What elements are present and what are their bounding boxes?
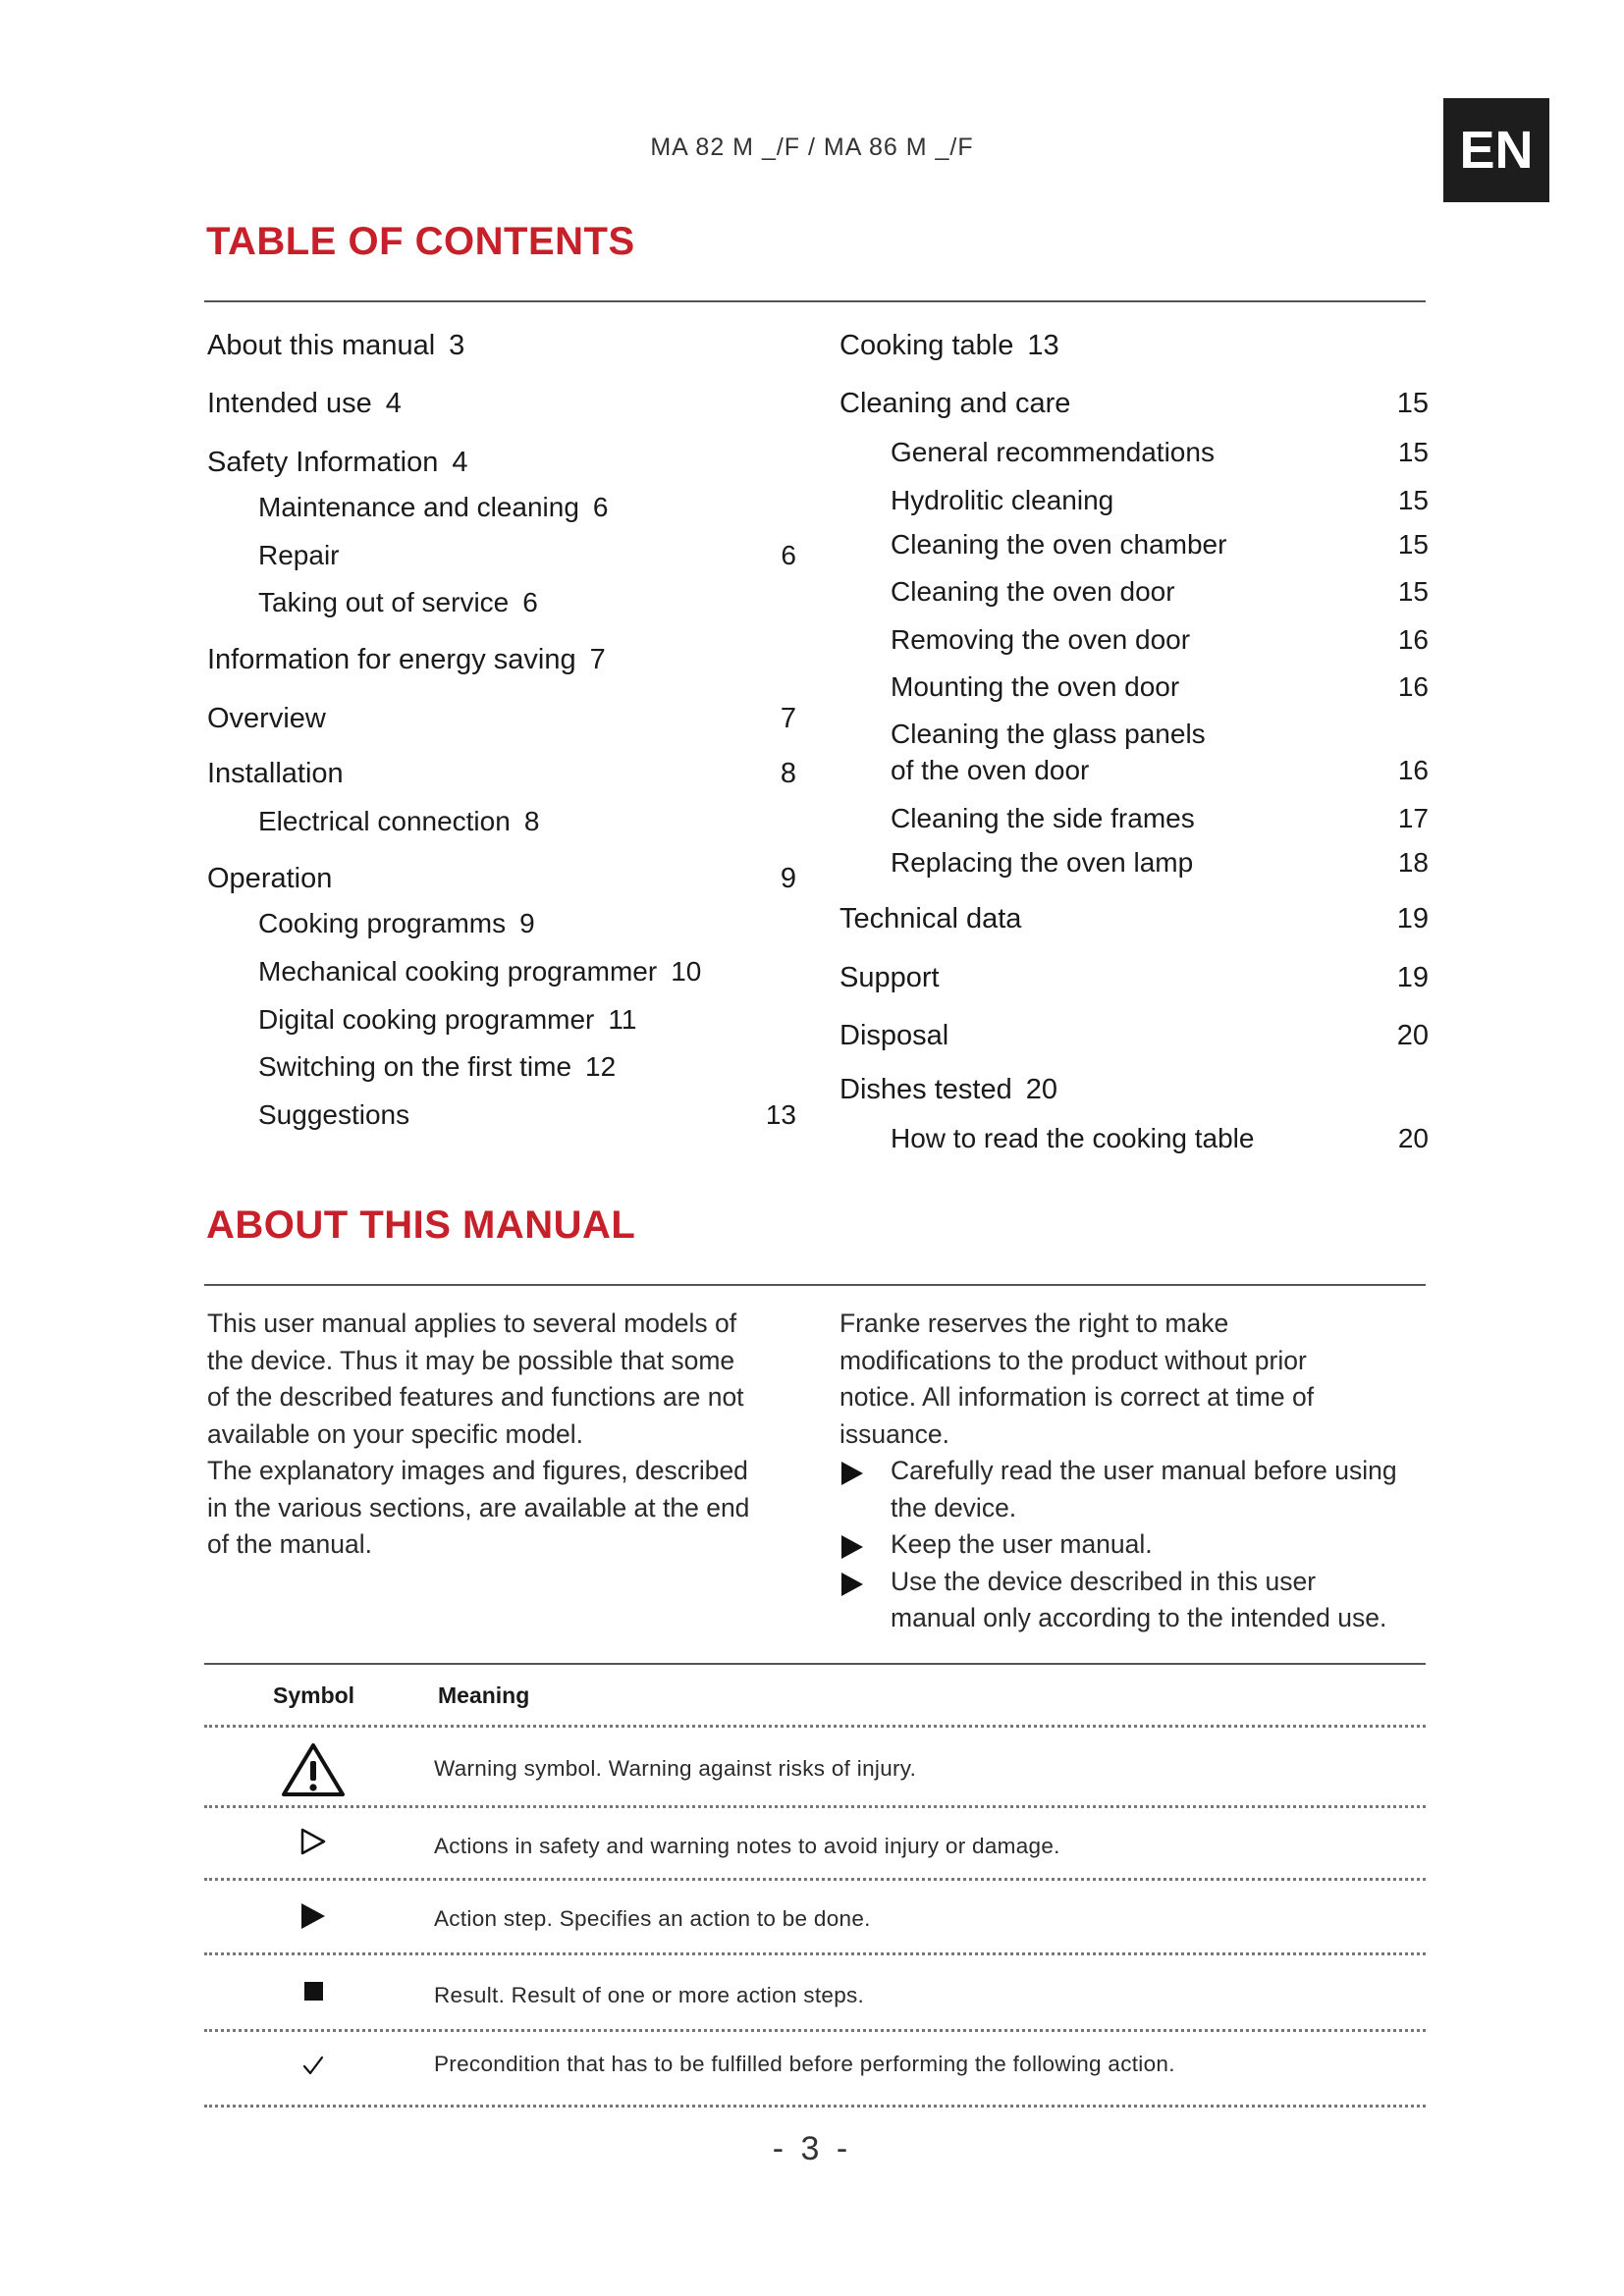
toc-entry-label: Support (839, 961, 940, 993)
toc-heading: TABLE OF CONTENTS (206, 220, 635, 263)
table-divider (204, 1725, 1426, 1728)
toc-entry-electrical-connection[interactable] (258, 802, 796, 841)
toc-entry-cleaning-the-side-frames[interactable] (891, 799, 1429, 838)
toc-entry-label: Suggestions (258, 1099, 410, 1130)
toc-entry-page: 11 (608, 1004, 637, 1035)
page-number: - 3 - (772, 2130, 852, 2167)
table-divider (204, 1952, 1426, 1955)
toc-entry-cooking-programms[interactable] (258, 904, 796, 943)
symbol-meaning: Result. Result of one or more action steps. (434, 1983, 865, 2007)
toc-entry-page: 15 (1397, 576, 1429, 607)
about-heading: ABOUT THIS MANUAL (206, 1203, 636, 1247)
toc-entry-cleaning-the-oven-door[interactable] (891, 572, 1429, 612)
toc-entry-mechanical-cooking-programmer[interactable] (258, 952, 796, 991)
about-disclaimer-paragraph (839, 1306, 1429, 1453)
toc-entry-suggestions[interactable] (258, 1095, 796, 1135)
toc-entry-page: 13 (765, 1099, 796, 1130)
text-line: of the manual. (207, 1529, 372, 1559)
toc-entry-label: Taking out of service (258, 587, 510, 617)
toc-entry-label: Cleaning the side frames (891, 803, 1195, 833)
toc-entry-cleaning-the-glass-panels-cont[interactable] (891, 751, 1429, 790)
toc-entry-mounting-the-oven-door[interactable] (891, 667, 1429, 707)
toc-entry-label: Operation (207, 862, 333, 894)
toc-divider (204, 300, 1426, 302)
toc-entry-label: Switching on the first time (258, 1051, 572, 1082)
toc-entry-label: Overview (207, 702, 326, 734)
toc-entry-cleaning-the-oven-chamber[interactable] (891, 525, 1429, 564)
toc-entry-label: Cleaning and care (839, 387, 1071, 419)
toc-entry-support[interactable] (839, 958, 1429, 997)
action-step-icon (841, 1573, 863, 1596)
symbols-table-top-rule (204, 1663, 1426, 1665)
toc-entry-page: 10 (671, 956, 702, 987)
toc-entry-label: Hydrolitic cleaning (891, 485, 1114, 515)
toc-entry-page: 20 (1397, 1123, 1429, 1153)
text-line: Use the device described in this user (891, 1566, 1317, 1596)
text-line: manual only according to the intended use. (891, 1603, 1387, 1632)
toc-entry-maintenance-and-cleaning[interactable] (258, 488, 796, 527)
warning-triangle-icon (204, 1737, 422, 1802)
toc-entry-page: 4 (452, 446, 468, 478)
toc-entry-page: 16 (1397, 671, 1429, 702)
toc-entry-page: 4 (385, 387, 402, 419)
toc-entry-page: 16 (1397, 624, 1429, 655)
toc-entry-page: 20 (1396, 1019, 1429, 1051)
toc-entry-page: 8 (780, 757, 796, 789)
action-step-item (839, 1526, 1429, 1564)
text-line: available on your specific model. (207, 1418, 583, 1449)
text-line: Franke reserves the right to make (839, 1308, 1229, 1338)
toc-entry-label: Cleaning the glass panels (891, 719, 1206, 749)
toc-entry-page: 6 (781, 540, 796, 570)
table-divider (204, 1878, 1426, 1881)
toc-entry-switching-on-the-first-time[interactable] (258, 1047, 796, 1087)
toc-entry-operation[interactable] (207, 859, 796, 898)
toc-entry-label: Mounting the oven door (891, 671, 1180, 702)
toc-entry-label: Repair (258, 540, 340, 570)
toc-entry-repair[interactable] (258, 536, 796, 575)
toc-entry-intended-use[interactable] (207, 384, 796, 423)
filled-square-icon (204, 1971, 422, 2010)
symbol-meaning: Action step. Specifies an action to be done. (434, 1906, 871, 1931)
toc-entry-overview[interactable] (207, 699, 796, 738)
toc-entry-label: Digital cooking programmer (258, 1004, 595, 1035)
toc-entry-hydrolitic-cleaning[interactable] (891, 481, 1429, 520)
toc-entry-page: 17 (1397, 803, 1429, 833)
toc-entry-label: Dishes tested (839, 1073, 1012, 1105)
text-line: This user manual applies to several models of (207, 1308, 737, 1338)
toc-entry-page: 15 (1397, 437, 1429, 467)
toc-entry-page: 3 (449, 329, 465, 361)
toc-entry-label: About this manual (207, 329, 436, 361)
text-line: the device. (891, 1492, 1017, 1522)
toc-entry-label: Intended use (207, 387, 372, 419)
toc-entry-label: Cleaning the oven chamber (891, 529, 1227, 560)
toc-entry-removing-the-oven-door[interactable] (891, 620, 1429, 660)
action-step-icon (841, 1462, 863, 1485)
toc-entry-replacing-the-oven-lamp[interactable] (891, 843, 1429, 882)
text-line: The explanatory images and figures, described (207, 1456, 748, 1485)
toc-entry-page: 12 (585, 1051, 617, 1082)
toc-entry-information-for-energy-saving[interactable] (207, 640, 796, 679)
text-line: the device. Thus it may be possible that some (207, 1345, 735, 1375)
toc-entry-general-recommendations[interactable] (891, 433, 1429, 472)
action-step-item (839, 1453, 1429, 1526)
text-line: in the various sections, are available at the end (207, 1492, 750, 1522)
toc-entry-label: Information for energy saving (207, 643, 576, 675)
toc-entry-page: 20 (1025, 1073, 1057, 1105)
text-line: Carefully read the user manual before using (891, 1456, 1397, 1485)
table-divider (204, 2029, 1426, 2032)
model-header: MA 82 M _/F / MA 86 M _/F (650, 133, 974, 161)
toc-entry-digital-cooking-programmer[interactable] (258, 1000, 796, 1040)
about-divider (204, 1284, 1426, 1286)
toc-entry-label: Removing the oven door (891, 624, 1191, 655)
table-divider (204, 1805, 1426, 1808)
text-line: of the described features and functions are not (207, 1382, 744, 1412)
toc-entry-page: 16 (1397, 755, 1429, 785)
text-line: Keep the user manual. (891, 1529, 1153, 1559)
toc-entry-label: Installation (207, 757, 344, 789)
toc-entry-page: 9 (780, 862, 796, 894)
toc-entry-page: 9 (519, 908, 535, 938)
toc-entry-label: Safety Information (207, 446, 439, 478)
symbol-meaning: Warning symbol. Warning against risks of injury. (434, 1756, 917, 1781)
toc-entry-label: Electrical connection (258, 806, 511, 836)
about-action-list (839, 1453, 1429, 1637)
filled-triangle-icon (204, 1896, 422, 1936)
toc-entry-dishes-tested[interactable] (839, 1070, 1429, 1109)
toc-entry-taking-out-of-service[interactable] (258, 583, 796, 622)
outline-triangle-icon (204, 1822, 422, 1861)
toc-entry-page: 7 (589, 643, 606, 675)
toc-entry-cooking-table[interactable] (839, 326, 1429, 365)
toc-entry-label: Cleaning the oven door (891, 576, 1175, 607)
toc-entry-label: Cooking programms (258, 908, 507, 938)
toc-entry-installation[interactable] (207, 754, 796, 793)
symbol-meaning: Precondition that has to be fulfilled before performing the following action. (434, 2052, 1175, 2076)
toc-entry-page: 15 (1397, 529, 1429, 560)
meaning-col-header: Meaning (438, 1682, 530, 1708)
toc-entry-label: Mechanical cooking programmer (258, 956, 658, 987)
toc-entry-safety-information[interactable] (207, 443, 796, 482)
about-intro-paragraph (207, 1306, 816, 1564)
action-step-item (839, 1564, 1429, 1637)
toc-entry-about-this-manual[interactable] (207, 326, 796, 365)
toc-entry-cleaning-and-care[interactable] (839, 384, 1429, 423)
text-line: notice. All information is correct at time of (839, 1382, 1315, 1412)
toc-entry-disposal[interactable] (839, 1016, 1429, 1055)
toc-entry-label: Replacing the oven lamp (891, 847, 1194, 878)
toc-entry-cleaning-the-glass-panels[interactable] (891, 715, 1429, 754)
toc-entry-label: Technical data (839, 902, 1022, 934)
toc-entry-page: 18 (1397, 847, 1429, 878)
toc-entry-technical-data[interactable] (839, 899, 1429, 938)
toc-entry-how-to-read-the-cooking-table[interactable] (891, 1119, 1429, 1158)
toc-entry-label: How to read the cooking table (891, 1123, 1255, 1153)
toc-entry-label: Maintenance and cleaning (258, 492, 579, 522)
toc-entry-page: 6 (592, 492, 609, 522)
toc-entry-page: 15 (1396, 387, 1429, 419)
toc-entry-page: 8 (523, 806, 540, 836)
toc-entry-page: 15 (1397, 485, 1429, 515)
toc-entry-label: General recommendations (891, 437, 1215, 467)
toc-entry-label: Cooking table (839, 329, 1014, 361)
symbols-col-header: Symbol (273, 1682, 355, 1708)
language-badge: EN (1443, 98, 1549, 202)
action-step-icon (841, 1535, 863, 1559)
toc-entry-page: 19 (1396, 902, 1429, 934)
toc-entry-label: Disposal (839, 1019, 949, 1051)
checkmark-icon (204, 2044, 422, 2087)
symbol-meaning: Actions in safety and warning notes to avoid injury or damage. (434, 1834, 1060, 1858)
toc-entry-page: 19 (1396, 961, 1429, 993)
text-line: issuance. (839, 1418, 949, 1449)
table-divider (204, 2105, 1426, 2108)
text-line: modifications to the product without prior (839, 1345, 1307, 1375)
toc-entry-page: 6 (522, 587, 538, 617)
toc-entry-page: 7 (780, 702, 796, 734)
toc-entry-page: 13 (1027, 329, 1059, 361)
toc-entry-label: of the oven door (891, 755, 1090, 785)
